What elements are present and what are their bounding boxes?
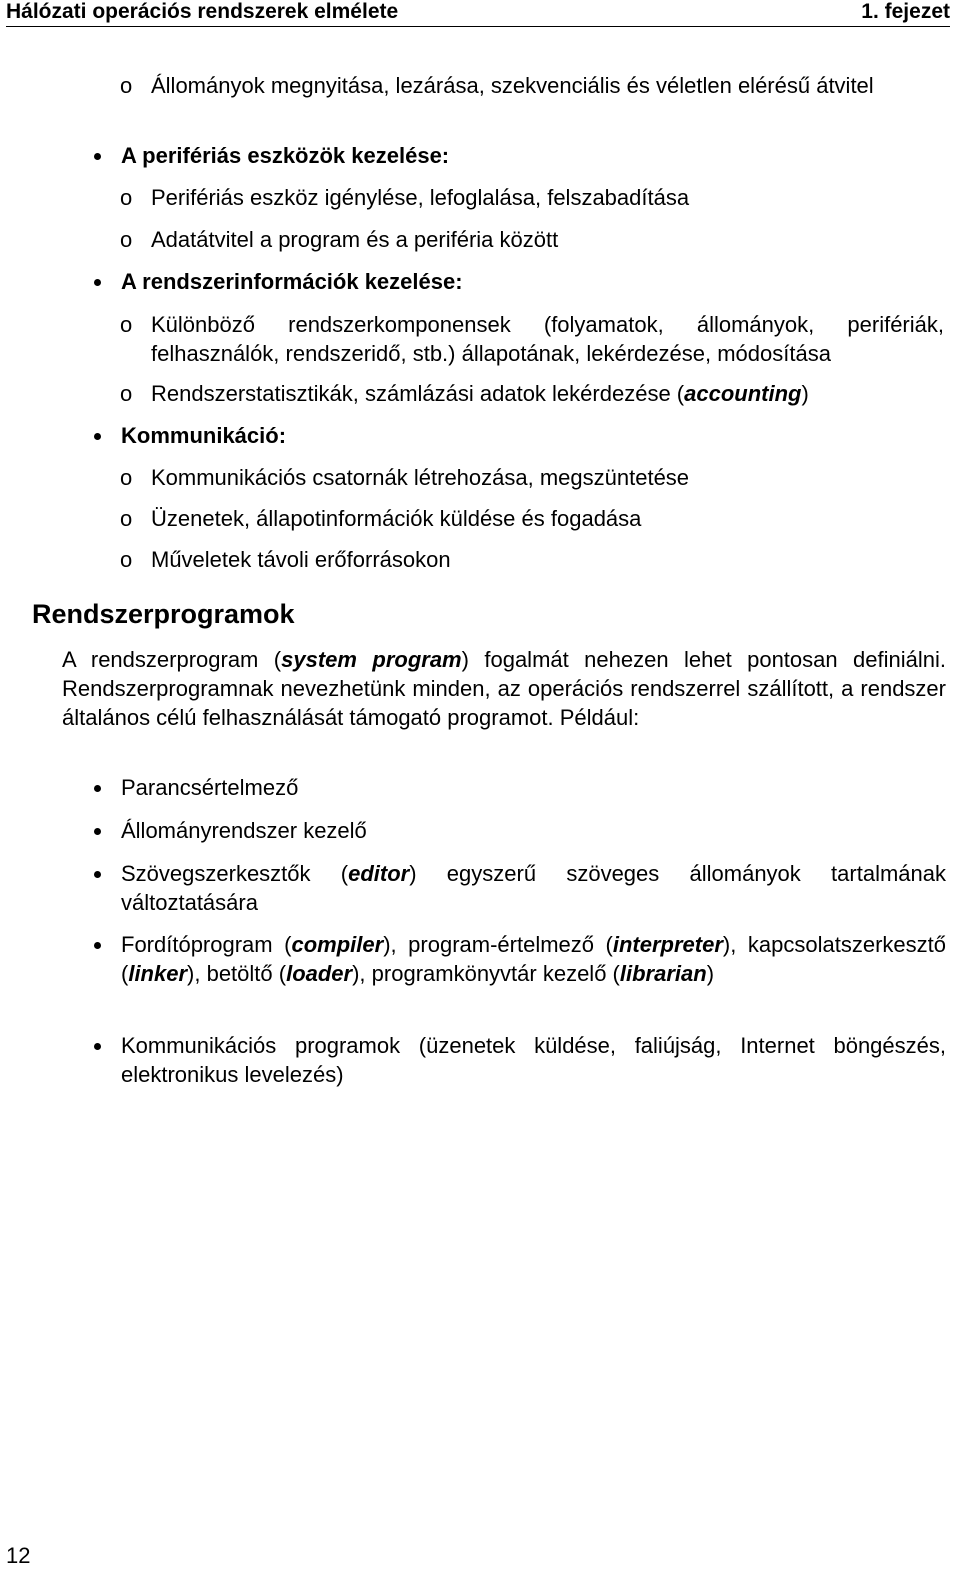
term-editor: editor xyxy=(348,861,410,886)
list-item-text: ) xyxy=(801,381,809,406)
list-item: Műveletek távoli erőforrásokon xyxy=(151,547,451,572)
list-item: Állományok megnyitása, lezárása, szekvenciális és véletlen elérésű átvitel xyxy=(151,73,874,98)
bullet-icon xyxy=(94,433,101,440)
bullet-icon xyxy=(94,153,101,160)
list-item-text: ), betöltő ( xyxy=(187,961,287,986)
term-accounting: accounting xyxy=(684,381,802,406)
term-linker: linker xyxy=(128,961,188,986)
term-interpreter: interpreter xyxy=(612,932,723,957)
chapter-label: 1. fejezet xyxy=(861,0,950,23)
paragraph-text: A rendszerprogram ( xyxy=(62,647,282,672)
paragraph-text: ) fogalmát nehezen lehet pontosan definiálni. Rendszerprogramnak nevezhetünk minden, az operációs rendszerrel szállított, a rendszer általános célú felhasználását támogató programot. Például: xyxy=(62,647,946,730)
list-item: Üzenetek, állapotinformációk küldése és fogadása xyxy=(151,506,642,531)
list-item: Különböző rendszerkomponensek (folyamatok, állományok, perifériák, felhasználók, rendszeridő, stb.) állapotának, lekérdezése, módosítása xyxy=(151,312,944,366)
list-heading-peripherals: A perifériás eszközök kezelése: xyxy=(121,143,450,168)
list-item-text: Rendszerstatisztikák, számlázási adatok lekérdezése ( xyxy=(151,381,685,406)
list-item: Perifériás eszköz igénylése, lefoglalása, felszabadítása xyxy=(151,185,690,210)
list-item: Kommunikációs programok (üzenetek küldése, faliújság, Internet böngészés, elektronikus levelezés) xyxy=(121,1033,946,1087)
sub-bullet-marker: o xyxy=(120,381,133,406)
bullet-icon xyxy=(94,785,101,792)
term-compiler: compiler xyxy=(291,932,384,957)
list-item-text: ) egyszerű szöveges állományok tartalmának változtatására xyxy=(121,861,946,915)
list-item-text: ), program-értelmező ( xyxy=(383,932,613,957)
sub-bullet-marker: o xyxy=(120,185,133,210)
list-item-text: Szövegszerkesztők ( xyxy=(121,861,349,886)
bullet-icon xyxy=(94,1043,101,1050)
section-paragraph xyxy=(62,645,946,732)
bullet-icon xyxy=(94,279,101,286)
list-item xyxy=(151,379,944,408)
list-item xyxy=(121,859,946,917)
sub-bullet-marker: o xyxy=(120,506,133,531)
term-librarian: librarian xyxy=(619,961,707,986)
sub-bullet-marker: o xyxy=(120,312,133,337)
bullet-icon xyxy=(94,828,101,835)
list-heading-communication: Kommunikáció: xyxy=(121,423,287,448)
sub-bullet-marker: o xyxy=(120,547,133,572)
list-item-text: Fordítóprogram ( xyxy=(121,932,292,957)
bullet-icon xyxy=(94,942,101,949)
sub-bullet-marker: o xyxy=(120,465,133,490)
term-system-program: system program xyxy=(281,647,462,672)
list-item xyxy=(121,930,946,988)
list-item-text: ), programkönyvtár kezelő ( xyxy=(352,961,620,986)
term-loader: loader xyxy=(286,961,353,986)
sub-bullet-marker: o xyxy=(120,73,133,98)
section-heading: Rendszerprogramok xyxy=(32,599,295,629)
bullet-icon xyxy=(94,871,101,878)
list-item: Állományrendszer kezelő xyxy=(121,818,367,843)
list-item: Adatátvitel a program és a periféria között xyxy=(151,227,559,252)
page-number: 12 xyxy=(6,1543,31,1568)
list-item: Kommunikációs csatornák létrehozása, megszüntetése xyxy=(151,465,690,490)
list-item: Parancsértelmező xyxy=(121,775,299,800)
list-heading-sysinfo: A rendszerinformációk kezelése: xyxy=(121,269,463,294)
page-header xyxy=(6,0,950,27)
sub-bullet-marker: o xyxy=(120,227,133,252)
list-item-text: ), kapcsolatszerkesztő ( xyxy=(121,932,946,986)
document-title: Hálózati operációs rendszerek elmélete xyxy=(6,0,399,23)
list-item-text: ) xyxy=(706,961,715,986)
